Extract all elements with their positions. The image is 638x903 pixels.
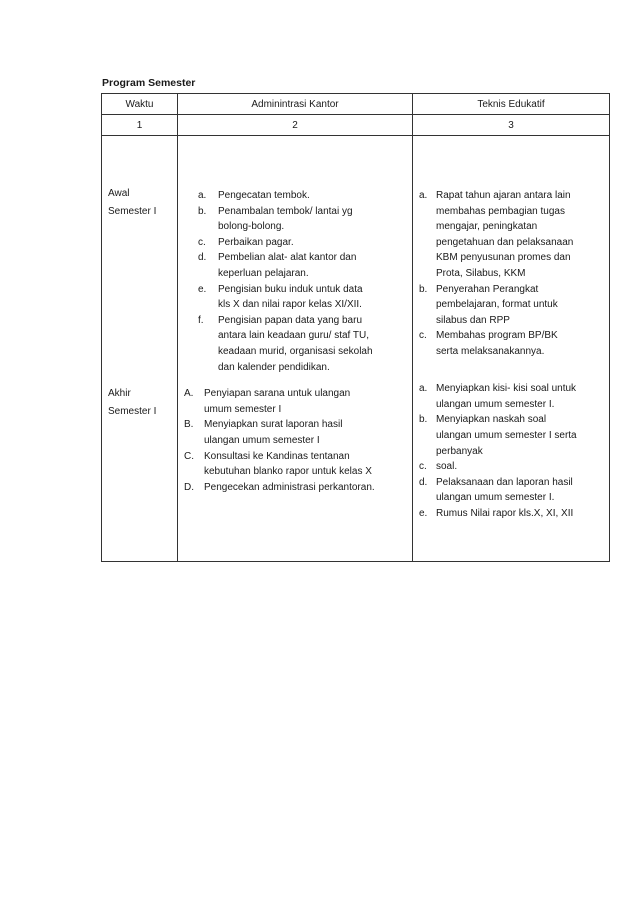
text-line: kls X dan nilai rapor kelas XI/XII. bbox=[218, 299, 362, 311]
list-item-text bbox=[436, 328, 603, 359]
list-item bbox=[419, 328, 603, 359]
list-item bbox=[198, 282, 408, 313]
list-item bbox=[419, 506, 603, 522]
number-row bbox=[102, 115, 610, 136]
text-line: Pengisian papan data yang baru bbox=[218, 314, 363, 326]
list-item bbox=[419, 475, 603, 506]
row-awal-semester bbox=[102, 136, 610, 376]
text-line: Pengisian buku induk untuk data bbox=[218, 283, 363, 295]
list-item-text bbox=[204, 417, 408, 448]
list-marker: D. bbox=[184, 481, 194, 493]
column-number-1: 1 bbox=[102, 115, 178, 136]
text-line: umum semester I bbox=[204, 403, 282, 415]
list-marker: b. bbox=[198, 205, 207, 217]
admin-cell bbox=[178, 136, 413, 376]
text-line: Rumus Nilai rapor kls.X, XI, XII bbox=[436, 507, 574, 519]
program-semester-table bbox=[101, 93, 610, 562]
list-item bbox=[184, 417, 408, 448]
text-line: ulangan umum semester I serta bbox=[436, 429, 577, 441]
text-line: Pembelian alat- alat kantor dan bbox=[218, 252, 357, 264]
text-line: bolong-bolong. bbox=[218, 221, 285, 233]
row-akhir-semester bbox=[102, 375, 610, 561]
list-item bbox=[198, 188, 408, 204]
list-item bbox=[419, 381, 603, 412]
list-item bbox=[198, 250, 408, 281]
text-line: dan kalender pendidikan. bbox=[218, 361, 330, 373]
list-item-text bbox=[436, 282, 603, 329]
list-item-text bbox=[218, 188, 408, 204]
list-marker: e. bbox=[198, 283, 207, 295]
list-item-text bbox=[218, 235, 408, 251]
list-item bbox=[198, 313, 408, 375]
list-item bbox=[198, 235, 408, 251]
text-line: soal. bbox=[436, 461, 458, 473]
text-line: ulangan umum semester I. bbox=[436, 492, 555, 504]
list-item-text bbox=[204, 386, 408, 417]
text-line: Menyiapkan kisi- kisi soal untuk bbox=[436, 383, 577, 395]
header-row bbox=[102, 94, 610, 115]
list-item-text bbox=[218, 313, 408, 375]
text-line: keadaan murid, organisasi sekolah bbox=[218, 345, 373, 357]
list-item-text bbox=[218, 204, 408, 235]
text-line: membahas pembagian tugas bbox=[436, 205, 565, 217]
list-marker: a. bbox=[419, 190, 428, 201]
time-label: Semester I bbox=[108, 206, 157, 217]
list-marker: c. bbox=[419, 461, 427, 473]
text-line: KBM penyusunan promes dan bbox=[436, 252, 571, 264]
text-line: keperluan pelajaran. bbox=[218, 267, 309, 279]
text-line: Rapat tahun ajaran antara lain bbox=[436, 190, 571, 201]
text-line: mengajar, peningkatan bbox=[436, 221, 538, 233]
list-marker: c. bbox=[419, 330, 427, 342]
list-marker: b. bbox=[419, 283, 428, 295]
text-line: silabus dan RPP bbox=[436, 314, 510, 326]
text-line: Menyiapkan surat laporan hasil bbox=[204, 419, 343, 431]
list-item bbox=[184, 386, 408, 417]
list-item-text bbox=[218, 282, 408, 313]
text-line: perbanyak bbox=[436, 445, 483, 457]
text-line: Membahas program BP/BK bbox=[436, 330, 558, 342]
column-number-3: 3 bbox=[413, 115, 610, 136]
list-item bbox=[419, 282, 603, 329]
list-item bbox=[419, 459, 603, 475]
text-line: ulangan umum semester I. bbox=[436, 398, 555, 410]
text-line: Pengecatan tembok. bbox=[218, 190, 310, 201]
column-header-administrasi: Adminintrasi Kantor bbox=[178, 94, 413, 115]
text-line: Penyiapan sarana untuk ulangan bbox=[204, 388, 351, 400]
page-title: Program Semester bbox=[102, 77, 196, 89]
text-line: Menyiapkan naskah soal bbox=[436, 414, 547, 426]
list-marker: a. bbox=[419, 383, 428, 395]
list-marker: f. bbox=[198, 314, 204, 326]
list-marker: b. bbox=[419, 414, 428, 426]
list-marker: d. bbox=[198, 252, 207, 264]
list-item-text bbox=[436, 381, 603, 412]
list-marker: c. bbox=[198, 236, 206, 248]
text-line: Prota, Silabus, KKM bbox=[436, 267, 526, 279]
list-marker: A. bbox=[184, 388, 194, 400]
column-header-waktu: Waktu bbox=[102, 94, 178, 115]
time-label: Akhir bbox=[108, 388, 131, 400]
column-number-2: 2 bbox=[178, 115, 413, 136]
text-line: kebutuhan blanko rapor untuk kelas X bbox=[204, 466, 372, 478]
time-cell bbox=[102, 136, 178, 376]
admin-list bbox=[184, 386, 408, 495]
list-item-text bbox=[436, 188, 603, 282]
text-line: Penambalan tembok/ lantai yg bbox=[218, 205, 353, 217]
teknis-list bbox=[419, 188, 603, 360]
teknis-cell bbox=[413, 136, 610, 376]
list-item-text bbox=[204, 480, 408, 496]
list-item bbox=[184, 480, 408, 496]
text-line: pengetahuan dan pelaksanaan bbox=[436, 236, 574, 248]
text-line: pembelajaran, format untuk bbox=[436, 299, 558, 311]
text-line: antara lain keadaan guru/ staf TU, bbox=[218, 330, 370, 342]
list-marker: B. bbox=[184, 419, 194, 431]
list-item-text bbox=[436, 459, 603, 475]
list-item-text bbox=[204, 449, 408, 480]
text-line: Perbaikan pagar. bbox=[218, 236, 294, 248]
list-item bbox=[198, 204, 408, 235]
list-item-text bbox=[436, 412, 603, 459]
list-item bbox=[419, 188, 603, 282]
list-item-text bbox=[436, 506, 603, 522]
admin-list bbox=[198, 188, 408, 375]
text-line: Pengecekan administrasi perkantoran. bbox=[204, 481, 375, 493]
list-marker: C. bbox=[184, 450, 194, 462]
teknis-list bbox=[419, 381, 603, 521]
admin-cell bbox=[178, 375, 413, 561]
text-line: ulangan umum semester I bbox=[204, 434, 320, 446]
time-label: Awal bbox=[108, 188, 130, 199]
time-label: Semester I bbox=[108, 406, 157, 418]
teknis-cell bbox=[413, 375, 610, 561]
text-line: serta melaksanakannya. bbox=[436, 345, 545, 357]
text-line: Pelaksanaan dan laporan hasil bbox=[436, 476, 573, 488]
list-item bbox=[184, 449, 408, 480]
text-line: Penyerahan Perangkat bbox=[436, 283, 539, 295]
list-marker: e. bbox=[419, 507, 428, 519]
time-cell bbox=[102, 375, 178, 561]
list-marker: d. bbox=[419, 476, 428, 488]
list-item-text bbox=[436, 475, 603, 506]
list-item-text bbox=[218, 250, 408, 281]
text-line: Konsultasi ke Kandinas tentanan bbox=[204, 450, 350, 462]
column-header-teknis: Teknis Edukatif bbox=[413, 94, 610, 115]
list-item bbox=[419, 412, 603, 459]
list-marker: a. bbox=[198, 190, 207, 201]
